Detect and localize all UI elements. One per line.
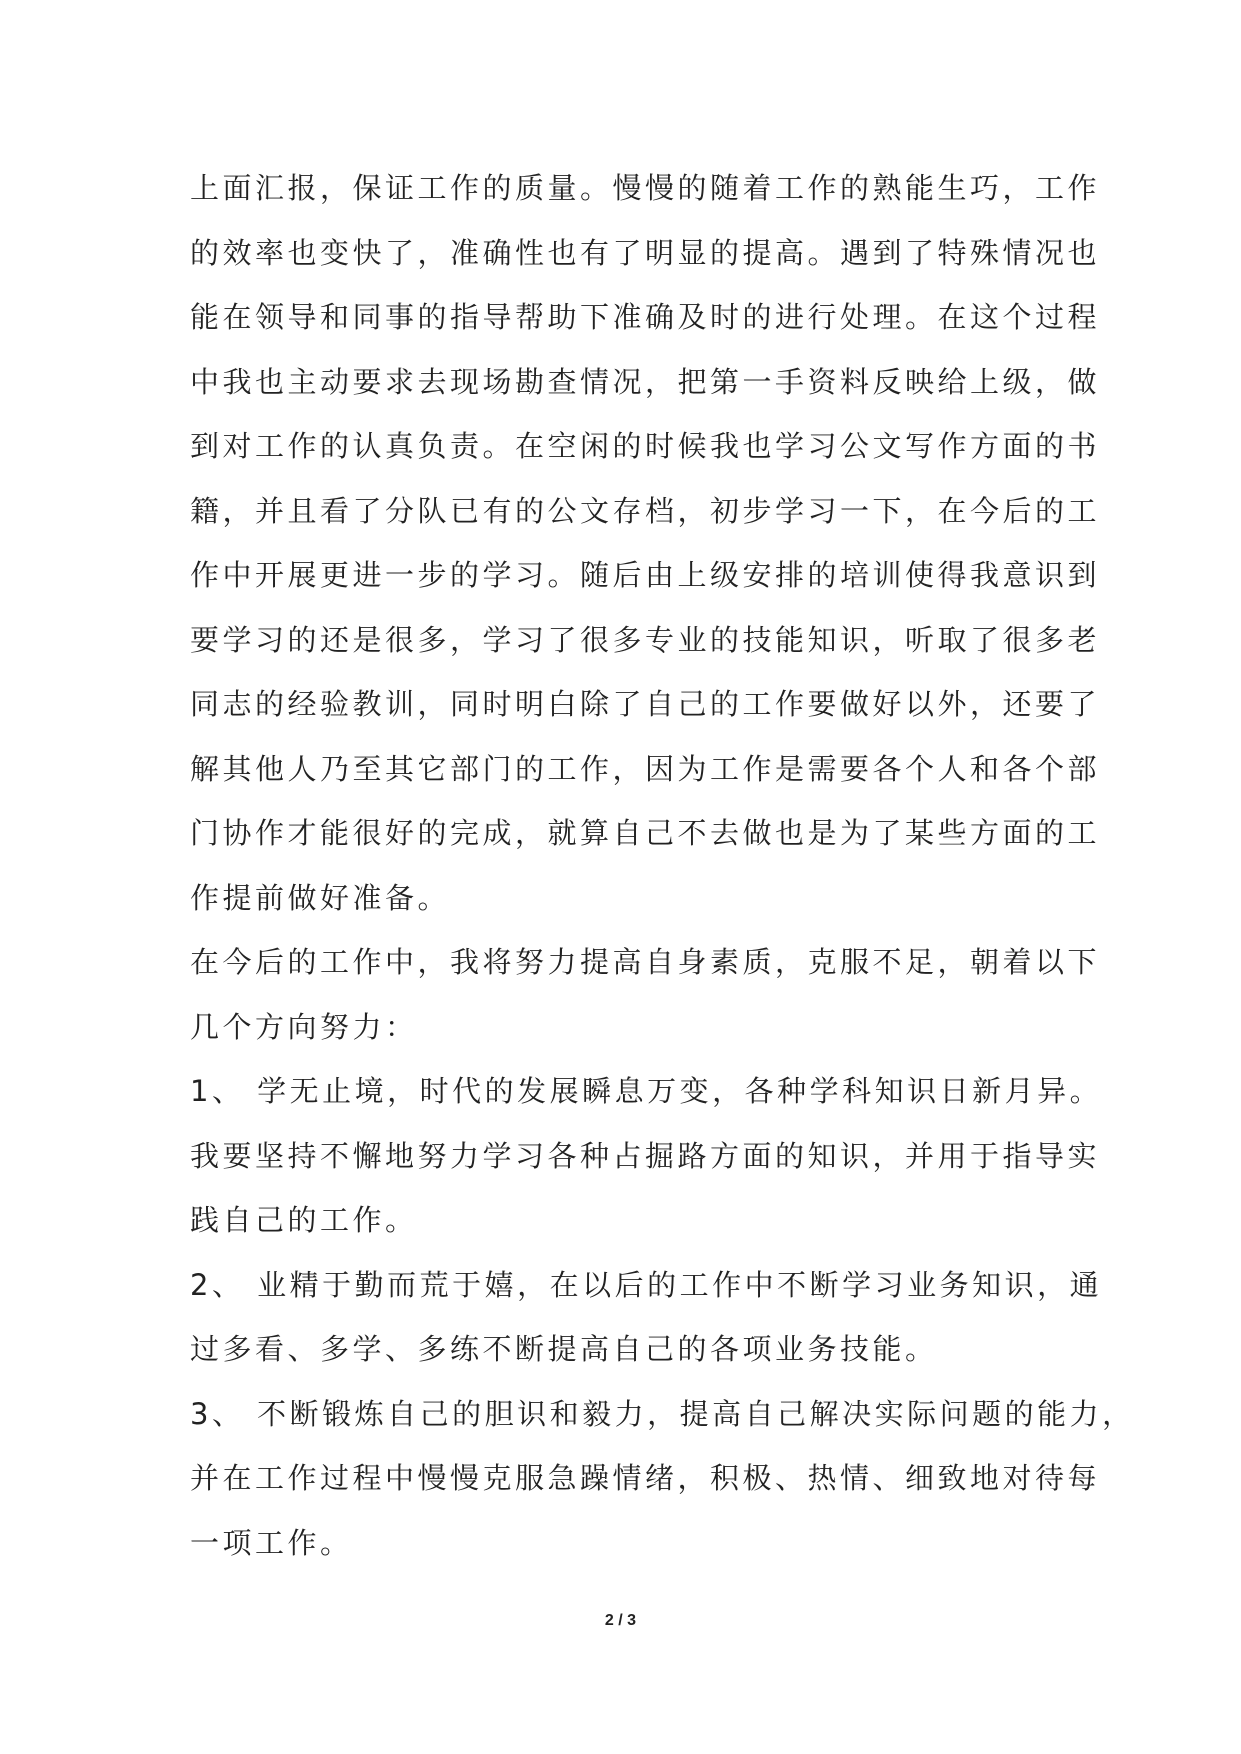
text-line: 一项工作。 bbox=[190, 1525, 353, 1560]
text-line: 解其他人乃至其它部门的工作，因为工作是需要各个人和各个部 bbox=[190, 751, 1101, 786]
list-item-2-line: 2、 业精于勤而荒于嬉，在以后的工作中不断学习业务知识，通 bbox=[190, 1267, 1103, 1302]
text-line: 同志的经验教训，同时明白除了自己的工作要做好以外，还要了 bbox=[190, 687, 1101, 721]
text-line: 作中开展更进一步的学习。随后由上级安排的培训使得我意识到 bbox=[190, 558, 1101, 592]
text-line: 能在领导和同事的指导帮助下准确及时的进行处理。在这个过程 bbox=[190, 300, 1101, 334]
text-line: 上面汇报，保证工作的质量。慢慢的随着工作的熟能生巧，工作 bbox=[190, 171, 1101, 205]
text-line: 几个方向努力： bbox=[190, 1009, 418, 1044]
text-line: 要学习的还是很多，学习了很多专业的技能知识，听取了很多老 bbox=[190, 622, 1101, 657]
text-line: 过多看、多学、多练不断提高自己的各项业务技能。 bbox=[190, 1332, 938, 1366]
page-number: 2 / 3 bbox=[604, 1612, 637, 1629]
text-line: 在今后的工作中，我将努力提高自身素质，克服不足，朝着以下 bbox=[190, 945, 1101, 979]
text-line: 的效率也变快了，准确性也有了明显的提高。遇到了特殊情况也 bbox=[190, 235, 1101, 270]
text-line: 门协作才能很好的完成，就算自己不去做也是为了某些方面的工 bbox=[190, 816, 1101, 850]
body-text bbox=[190, 156, 1135, 1575]
text-line: 到对工作的认真负责。在空闲的时候我也学习公文写作方面的书 bbox=[190, 429, 1101, 463]
text-line: 我要坚持不懈地努力学习各种占掘路方面的知识，并用于指导实 bbox=[190, 1138, 1101, 1173]
text-line: 并在工作过程中慢慢克服急躁情绪，积极、热情、细致地对待每 bbox=[190, 1461, 1101, 1495]
list-item-3-line: 3、 不断锻炼自己的胆识和毅力，提高自己解决实际问题的能力， bbox=[190, 1396, 1135, 1431]
text-line: 籍，并且看了分队已有的公文存档，初步学习一下，在今后的工 bbox=[190, 493, 1101, 528]
text-line: 践自己的工作。 bbox=[190, 1203, 418, 1237]
list-item-1-line: 1、 学无止境，时代的发展瞬息万变，各种学科知识日新月异。 bbox=[190, 1074, 1103, 1108]
text-line: 中我也主动要求去现场勘查情况，把第一手资料反映给上级，做 bbox=[190, 364, 1101, 399]
text-line: 作提前做好准备。 bbox=[190, 880, 451, 915]
